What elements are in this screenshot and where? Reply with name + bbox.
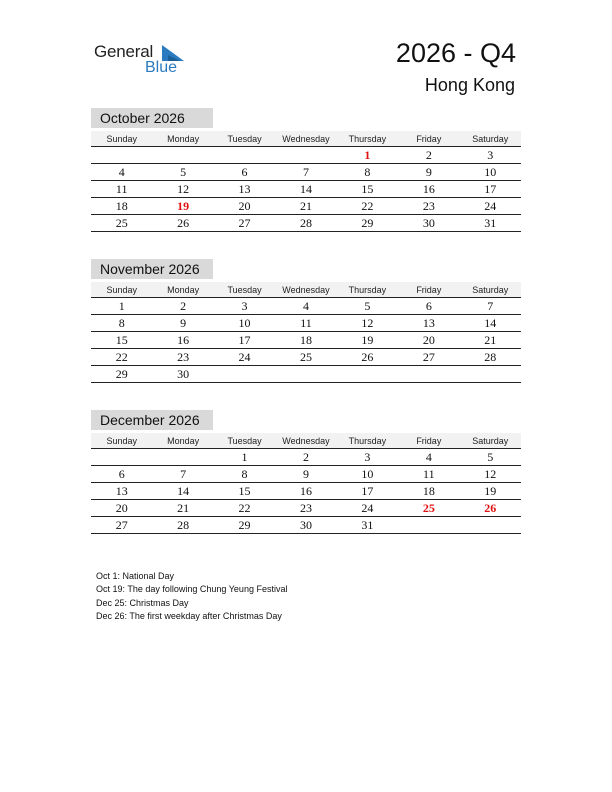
holiday-note: Oct 1: National Day <box>96 571 175 581</box>
day-cell: 8 <box>337 164 398 181</box>
day-cell: 15 <box>214 483 275 500</box>
day-cell: 9 <box>398 164 459 181</box>
day-cell: 11 <box>275 315 336 332</box>
week-row <box>91 215 521 232</box>
day-cell: 30 <box>398 215 459 232</box>
day-cell: 25 <box>398 500 459 517</box>
day-cell: 27 <box>398 349 459 366</box>
day-cell: 9 <box>152 315 213 332</box>
weekday-header: Monday <box>152 282 213 298</box>
weekday-header: Wednesday <box>275 131 336 147</box>
day-cell: 12 <box>152 181 213 198</box>
week-row <box>91 500 521 517</box>
week-row <box>91 298 521 315</box>
weekday-header: Tuesday <box>214 131 275 147</box>
day-cell: 12 <box>337 315 398 332</box>
weekday-header: Tuesday <box>214 282 275 298</box>
weekday-header: Sunday <box>91 131 152 147</box>
month-header: December 2026 <box>91 410 213 430</box>
weekday-header: Wednesday <box>275 282 336 298</box>
day-cell: 24 <box>214 349 275 366</box>
day-cell: 13 <box>214 181 275 198</box>
day-cell: 21 <box>275 198 336 215</box>
holiday-note: Dec 25: Christmas Day <box>96 597 189 608</box>
day-cell: 7 <box>275 164 336 181</box>
day-cell <box>214 147 275 164</box>
day-cell: 7 <box>152 466 213 483</box>
weekday-header: Saturday <box>460 433 521 449</box>
day-cell: 7 <box>460 298 521 315</box>
day-cell: 17 <box>214 332 275 349</box>
day-cell: 2 <box>275 449 336 466</box>
weekday-header: Sunday <box>91 282 152 298</box>
day-cell <box>275 147 336 164</box>
day-cell <box>152 449 213 466</box>
day-cell: 17 <box>337 483 398 500</box>
day-cell <box>152 147 213 164</box>
weekday-header: Friday <box>398 282 459 298</box>
day-cell: 3 <box>337 449 398 466</box>
day-cell: 15 <box>337 181 398 198</box>
day-cell: 10 <box>337 466 398 483</box>
day-cell <box>398 366 459 383</box>
day-cell: 13 <box>91 483 152 500</box>
day-cell: 26 <box>337 349 398 366</box>
day-cell: 20 <box>398 332 459 349</box>
day-cell: 28 <box>460 349 521 366</box>
day-cell: 1 <box>337 147 398 164</box>
day-cell: 6 <box>398 298 459 315</box>
day-cell: 28 <box>152 517 213 534</box>
day-cell: 25 <box>91 215 152 232</box>
day-cell: 17 <box>460 181 521 198</box>
day-cell: 5 <box>337 298 398 315</box>
day-cell <box>91 147 152 164</box>
weekday-header: Wednesday <box>275 433 336 449</box>
day-cell: 16 <box>152 332 213 349</box>
day-cell: 18 <box>398 483 459 500</box>
weekday-header: Thursday <box>337 131 398 147</box>
day-cell: 23 <box>398 198 459 215</box>
month-december <box>91 410 521 534</box>
day-cell: 14 <box>275 181 336 198</box>
day-cell: 16 <box>398 181 459 198</box>
day-cell: 14 <box>460 315 521 332</box>
calendar-table <box>91 433 521 534</box>
page-title: 2026 - Q4 <box>395 38 516 68</box>
day-cell <box>337 366 398 383</box>
day-cell <box>214 366 275 383</box>
day-cell: 6 <box>214 164 275 181</box>
day-cell: 22 <box>337 198 398 215</box>
day-cell <box>91 449 152 466</box>
day-cell: 21 <box>460 332 521 349</box>
week-row <box>91 147 521 164</box>
weekday-header: Monday <box>152 131 213 147</box>
day-cell: 1 <box>91 298 152 315</box>
week-row <box>91 366 521 383</box>
day-cell: 8 <box>91 315 152 332</box>
calendar-table <box>91 282 521 383</box>
day-cell: 25 <box>275 349 336 366</box>
day-cell: 8 <box>214 466 275 483</box>
week-row <box>91 332 521 349</box>
region-title: Hong Kong <box>424 75 515 95</box>
day-cell: 22 <box>214 500 275 517</box>
week-row <box>91 466 521 483</box>
weekday-header: Sunday <box>91 433 152 449</box>
day-cell: 5 <box>152 164 213 181</box>
weekday-header: Monday <box>152 433 213 449</box>
day-cell <box>460 517 521 534</box>
calendar-table <box>91 131 521 232</box>
day-cell: 11 <box>91 181 152 198</box>
day-cell: 18 <box>275 332 336 349</box>
weekday-header: Tuesday <box>214 433 275 449</box>
day-cell <box>398 517 459 534</box>
week-row <box>91 198 521 215</box>
day-cell: 11 <box>398 466 459 483</box>
day-cell: 16 <box>275 483 336 500</box>
week-row <box>91 164 521 181</box>
weekday-header: Friday <box>398 131 459 147</box>
day-cell <box>460 366 521 383</box>
week-row <box>91 181 521 198</box>
day-cell: 28 <box>275 215 336 232</box>
day-cell: 19 <box>152 198 213 215</box>
day-cell: 26 <box>152 215 213 232</box>
day-cell: 5 <box>460 449 521 466</box>
day-cell: 2 <box>398 147 459 164</box>
month-header: October 2026 <box>91 108 213 128</box>
week-row <box>91 449 521 466</box>
day-cell: 4 <box>398 449 459 466</box>
day-cell: 10 <box>214 315 275 332</box>
day-cell: 14 <box>152 483 213 500</box>
day-cell: 20 <box>91 500 152 517</box>
day-cell <box>275 366 336 383</box>
day-cell: 13 <box>398 315 459 332</box>
day-cell: 31 <box>337 517 398 534</box>
day-cell: 26 <box>460 500 521 517</box>
week-row <box>91 517 521 534</box>
day-cell: 10 <box>460 164 521 181</box>
weekday-header: Saturday <box>460 131 521 147</box>
day-cell: 24 <box>337 500 398 517</box>
day-cell: 30 <box>152 366 213 383</box>
day-cell: 19 <box>337 332 398 349</box>
day-cell: 2 <box>152 298 213 315</box>
day-cell: 23 <box>275 500 336 517</box>
weekday-header: Saturday <box>460 282 521 298</box>
day-cell: 31 <box>460 215 521 232</box>
day-cell: 27 <box>91 517 152 534</box>
day-cell: 1 <box>214 449 275 466</box>
day-cell: 29 <box>337 215 398 232</box>
day-cell: 29 <box>91 366 152 383</box>
day-cell: 27 <box>214 215 275 232</box>
weekday-header: Friday <box>398 433 459 449</box>
day-cell: 20 <box>214 198 275 215</box>
day-cell: 24 <box>460 198 521 215</box>
day-cell: 19 <box>460 483 521 500</box>
day-cell: 4 <box>91 164 152 181</box>
logo-text-blue: Blue <box>145 59 178 76</box>
month-header: November 2026 <box>91 259 213 279</box>
day-cell: 6 <box>91 466 152 483</box>
day-cell: 9 <box>275 466 336 483</box>
logo-text-general: General <box>94 42 154 61</box>
day-cell: 3 <box>214 298 275 315</box>
month-november <box>91 259 521 383</box>
week-row <box>91 349 521 366</box>
day-cell: 4 <box>275 298 336 315</box>
day-cell: 18 <box>91 198 152 215</box>
week-row <box>91 483 521 500</box>
weekday-header: Thursday <box>337 433 398 449</box>
holiday-note: Dec 26: The first weekday after Christmas Day <box>96 610 282 621</box>
month-october <box>91 108 521 232</box>
day-cell: 23 <box>152 349 213 366</box>
holiday-note: Oct 19: The day following Chung Yeung Festival <box>96 584 288 595</box>
logo <box>94 40 204 80</box>
week-row <box>91 315 521 332</box>
day-cell: 29 <box>214 517 275 534</box>
day-cell: 30 <box>275 517 336 534</box>
day-cell: 22 <box>91 349 152 366</box>
day-cell: 15 <box>91 332 152 349</box>
day-cell: 21 <box>152 500 213 517</box>
day-cell: 12 <box>460 466 521 483</box>
day-cell: 3 <box>460 147 521 164</box>
holiday-notes <box>96 570 287 623</box>
weekday-header: Thursday <box>337 282 398 298</box>
